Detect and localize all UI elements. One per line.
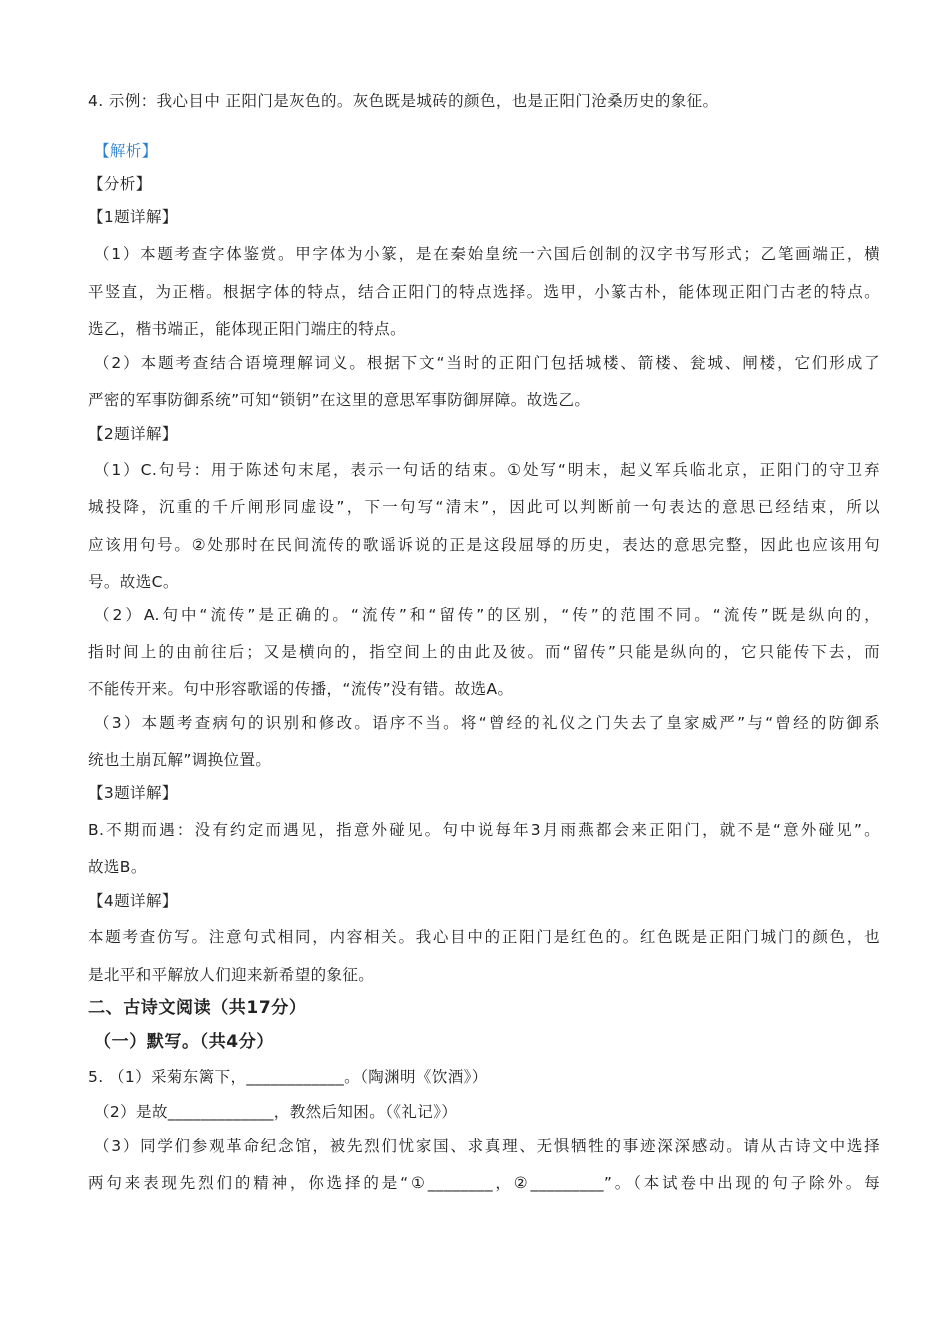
- q2-p3-line1: （3）本题考查病句的识别和修改。语序不当。将“曾经的礼仪之门失去了皇家威严”与“曾经的防御系: [94, 714, 880, 732]
- q1-p1-line1: （1）本题考查字体鉴赏。甲字体为小篆，是在秦始皇统一六国后创制的汉字书写形式；乙笔画端正，横: [94, 245, 880, 263]
- q4-title: 【4题详解】: [88, 892, 178, 910]
- q5-line2: （2）是故_____________，教然后知困。（《礼记》）: [94, 1103, 458, 1121]
- q2-p3-line2: 统也土崩瓦解”调换位置。: [88, 751, 272, 769]
- q1-p2-line2: 严密的军事防御系统”可知“锁钥”在这里的意思军事防御屏障。故选乙。: [88, 391, 591, 409]
- q3-title: 【3题详解】: [88, 784, 178, 802]
- q5-line3: （3）同学们参观革命纪念馆，被先烈们忧家国、求真理、无惧牺牲的事迹深深感动。请从古诗文中选择: [94, 1137, 880, 1155]
- q2-p1-line2: 城投降，沉重的千斤闸形同虚设”，下一句写“清末”，因此可以判断前一句表达的意思已经结束，所以: [88, 498, 880, 516]
- analysis-tag: 【解析】: [94, 142, 158, 160]
- q5-line1: 5. （1）采菊东篱下，____________。（陶渊明《饮酒》）: [88, 1068, 488, 1086]
- q4-p1-line1: 本题考查仿写。注意句式相同，内容相关。我心目中的正阳门是红色的。红色既是正阳门城门的颜色，也: [88, 928, 880, 946]
- q4-p1-line2: 是北平和平解放人们迎来新希望的象征。: [88, 966, 375, 984]
- q2-p2-line2: 指时间上的由前往后；又是横向的，指空间上的由此及彼。而“留传”只能是纵向的，它只能传下去，而: [88, 643, 880, 661]
- section2-title: 二、古诗文阅读（共17分）: [88, 998, 307, 1018]
- q2-p1-line3: 应该用句号。②处那时在民间流传的歌谣诉说的正是这段屈辱的历史，表达的意思完整，因此也应该用句: [88, 536, 880, 554]
- q2-p1-line1: （1）C.句号：用于陈述句末尾，表示一句话的结束。①处写“明末，起义军兵临北京，正阳门的守卫弃: [94, 461, 880, 479]
- q1-p1-line2: 平竖直，为正楷。根据字体的特点，结合正阳门的特点选择。选甲，小篆古朴，能体现正阳门古老的特点。: [88, 283, 880, 301]
- q1-title: 【1题详解】: [88, 208, 178, 226]
- section2-subtitle: （一）默写。（共4分）: [94, 1032, 274, 1052]
- q3-p1-line2: 故选B。: [88, 858, 147, 876]
- q2-p1-line4: 号。故选C。: [88, 573, 179, 591]
- q2-p2-line1: （2）A.句中“流传”是正确的。“流传”和“留传”的区别，“传”的范围不同。“流传”既是纵向的，: [94, 606, 880, 624]
- q2-p2-line3: 不能传开来。句中形容歌谣的传播，“流传”没有错。故选A。: [88, 680, 514, 698]
- q3-p1-line1: B.不期而遇：没有约定而遇见，指意外碰见。句中说每年3月雨燕都会来正阳门，就不是“意外碰见”。: [88, 821, 880, 839]
- q2-title: 【2题详解】: [88, 425, 178, 443]
- analysis-label: 【分析】: [88, 175, 152, 193]
- answer-4: 4. 示例：我心目中 正阳门是灰色的。灰色既是城砖的颜色，也是正阳门沧桑历史的象征。: [88, 92, 719, 110]
- q1-p2-line1: （2）本题考查结合语境理解词义。根据下文“当时的正阳门包括城楼、箭楼、瓮城、闸楼，它们形成了: [94, 354, 880, 372]
- q1-p1-line3: 选乙，楷书端正，能体现正阳门端庄的特点。: [88, 320, 407, 338]
- q5-line4: 两句来表现先烈们的精神，你选择的是“①________，②_________”。（本试卷中出现的句子除外。每: [88, 1174, 880, 1192]
